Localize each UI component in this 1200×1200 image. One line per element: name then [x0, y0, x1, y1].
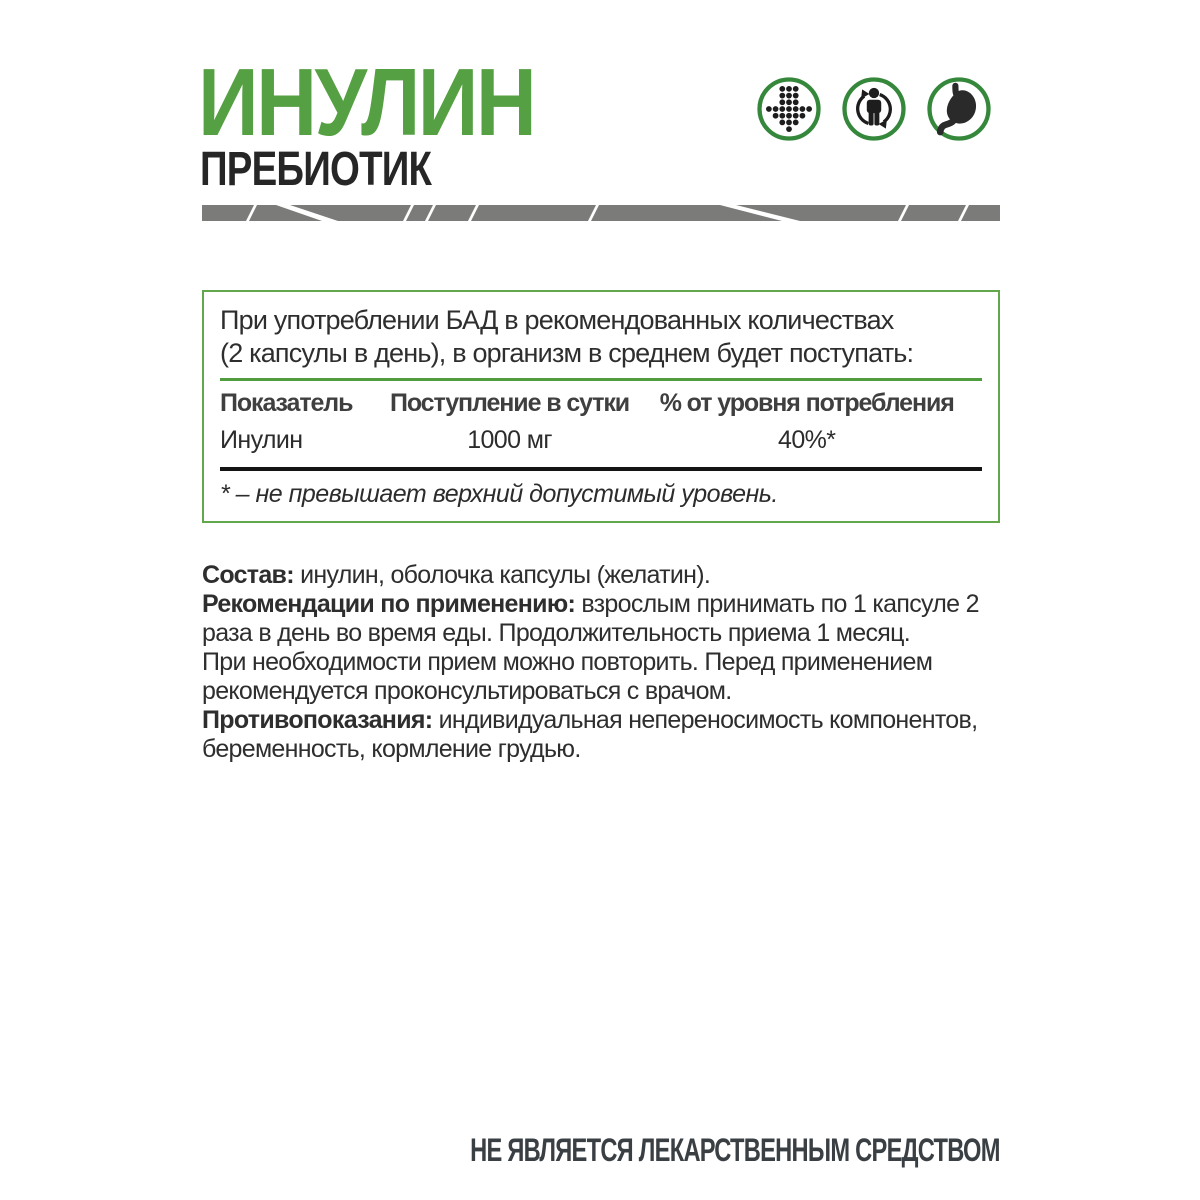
contraindications-label: Противопоказания:	[202, 706, 433, 734]
usage-text-block	[202, 561, 1022, 764]
composition-paragraph	[202, 561, 1022, 590]
recommendations-label: Рекомендации по применению:	[202, 590, 576, 618]
upper-limit-footnote: * – не превышает верхний допустимый уровень.	[220, 480, 778, 508]
cell-ingredient: Инулин	[220, 426, 303, 454]
facts-table-row	[220, 424, 982, 467]
benefit-icons	[756, 76, 992, 142]
recommendations-text: взрослым принимать по 1 капсуле 2 раза в день во время еды. Продолжительность приема 1 месяц.	[202, 590, 979, 647]
intake-intro-line-2: (2 капсулы в день), в организм в среднем будет поступать:	[220, 338, 914, 368]
supplement-facts-box	[202, 290, 1000, 523]
col-header-indicator: Показатель	[220, 389, 353, 417]
composition-text: инулин, оболочка капсулы (желатин).	[293, 561, 711, 589]
stomach-icon	[926, 76, 992, 142]
composition-label: Состав:	[202, 561, 294, 589]
metabolism-person-cycle-icon	[841, 76, 907, 142]
recommendations-paragraph	[202, 590, 1022, 648]
facts-table-header-row	[220, 386, 982, 424]
not-a-medicine-disclaimer: НЕ ЯВЛЯЕТСЯ ЛЕКАРСТВЕННЫМ СРЕДСТВОМ	[470, 1132, 1000, 1168]
repeat-course-paragraph	[202, 648, 1022, 706]
contraindications-paragraph	[202, 706, 1022, 764]
green-divider	[220, 378, 982, 381]
contraindications-text: индивидуальная непереносимость компонентов, беременность, кормление грудью.	[202, 706, 978, 763]
page-subtitle: ПРЕБИОТИК	[200, 143, 432, 196]
col-header-daily-intake: Поступление в сутки	[389, 389, 630, 417]
cell-percent: 40%*	[778, 426, 836, 454]
black-divider	[220, 467, 982, 471]
page-title: ИНУЛИН	[198, 49, 535, 156]
intake-intro-line-1: При употреблении БАД в рекомендованных количествах	[220, 305, 894, 335]
arrow-down-dots-icon	[756, 76, 822, 142]
col-header-percent-level: % от уровня потребления	[659, 389, 954, 417]
cell-daily-amount: 1000 мг	[467, 426, 552, 454]
decorative-slashed-bar	[202, 205, 1000, 221]
repeat-course-text: При необходимости прием можно повторить. Перед применением рекомендуется проконсультироваться с врачом.	[202, 648, 933, 705]
